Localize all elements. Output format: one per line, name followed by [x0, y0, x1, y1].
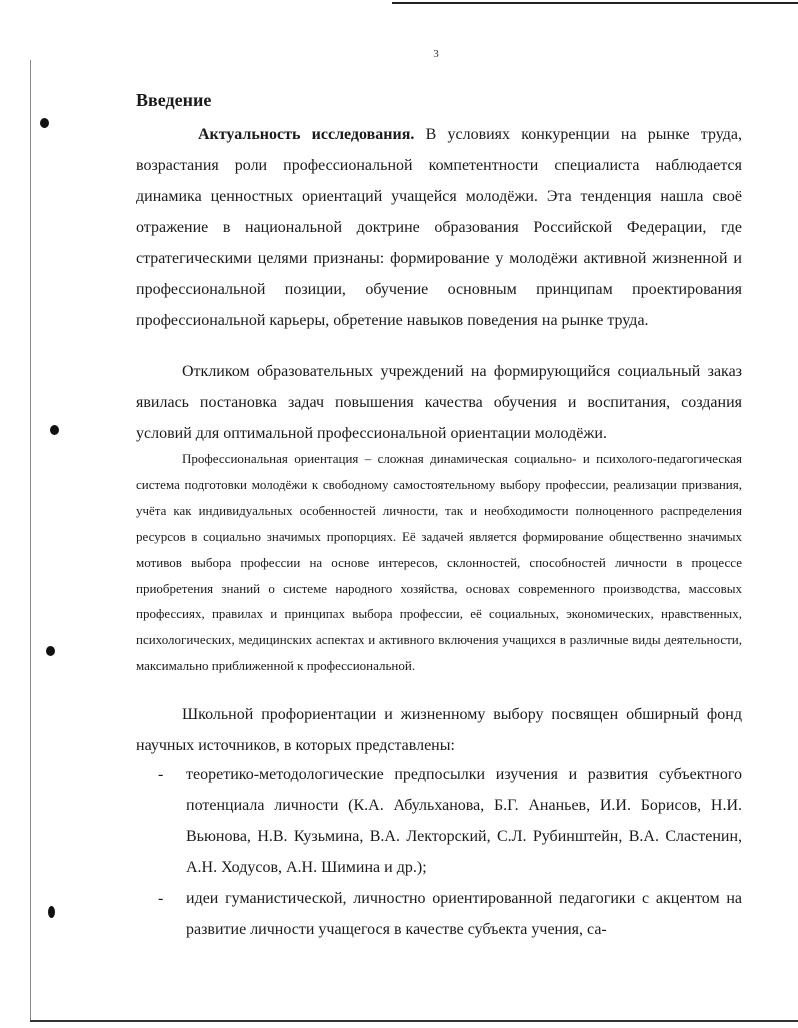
- binding-hole-mark: [46, 646, 55, 656]
- list-item: [136, 759, 742, 883]
- paragraph-relevance: [136, 119, 742, 336]
- section-heading: Введение: [136, 90, 212, 110]
- binding-hole-mark: [48, 906, 55, 918]
- list-dash: -: [158, 890, 164, 907]
- top-scan-border: [392, 2, 798, 4]
- left-scan-border: [30, 60, 31, 1020]
- sources-list: [136, 759, 742, 945]
- binding-hole-mark: [50, 425, 59, 435]
- list-dash: -: [158, 766, 164, 783]
- binding-hole-mark: [40, 118, 49, 128]
- list-item-text: теоретико-методологические предпосылки изучения и развития субъектного потенциала личности (К.А. Абульханова, Б.Г. Ананьев, И.И. Борисов, Н.И. Вьюнова, Н.В. Кузьмина, В.А. Лекторский, С.Л. Рубинштейн, В.А. Сластенин, А.Н. Ходусов, А.Н. Шимина и др.);: [186, 766, 742, 876]
- list-item-text: идеи гуманистической, личностно ориентированной педагогики с акцентом на развитие личности учащегося в качестве субъекта учения, са-: [186, 890, 742, 938]
- list-item: [136, 883, 742, 945]
- bottom-scan-border: [30, 1020, 798, 1022]
- paragraph-sources: Школьной профориентации и жизненному выбору посвящен обширный фонд научных источников, в которых представлены:: [136, 706, 742, 754]
- paragraph-response: Откликом образовательных учреждений на формирующийся социальный заказ явилась постановка задач повышения качества обучения и воспитания, создания условий для оптимальной профессиональной ориентации молодёжи.: [136, 363, 742, 442]
- page-number: 3: [433, 48, 439, 60]
- relevance-text: В условиях конкуренции на рынке труда, возрастания роли профессиональной компетентности специалиста наблюдается динамика ценностных ориентаций учащейся молодёжи. Эта тенденция нашла своё отражение в национальной доктрине образования Российской Федерации, где стратегическими целями признаны: формирование у молодёжи активной жизненной и профессиональной позиции, обучение основным принципам проектирования профессиональной карьеры, обретение навыков поведения на рынке труда.: [136, 126, 742, 329]
- relevance-lead: Актуальность исследования.: [198, 126, 415, 143]
- paragraph-career-guidance: Профессиональная ориентация – сложная динамическая социально- и психолого-педагогическая система подготовки молодёжи к свободному самостоятельному выбору профессии, реализации призвания, учёта как индивидуальных особенностей личности, так и необходимости полноценного распределения ресурсов в социально значимых пропорциях. Её задачей является формирование общественно значимых мотивов выбора профессии на основе интересов, склонностей, способностей личности в процессе приобретения знаний о системе народного хозяйства, основах современного производства, массовых профессиях, правилах и принципах выбора профессии, её социальных, экономических, нравственных, психологических, медицинских аспектах и активного включения учащихся в различные виды деятельности, максимально приближенной к профессиональной.: [136, 451, 742, 674]
